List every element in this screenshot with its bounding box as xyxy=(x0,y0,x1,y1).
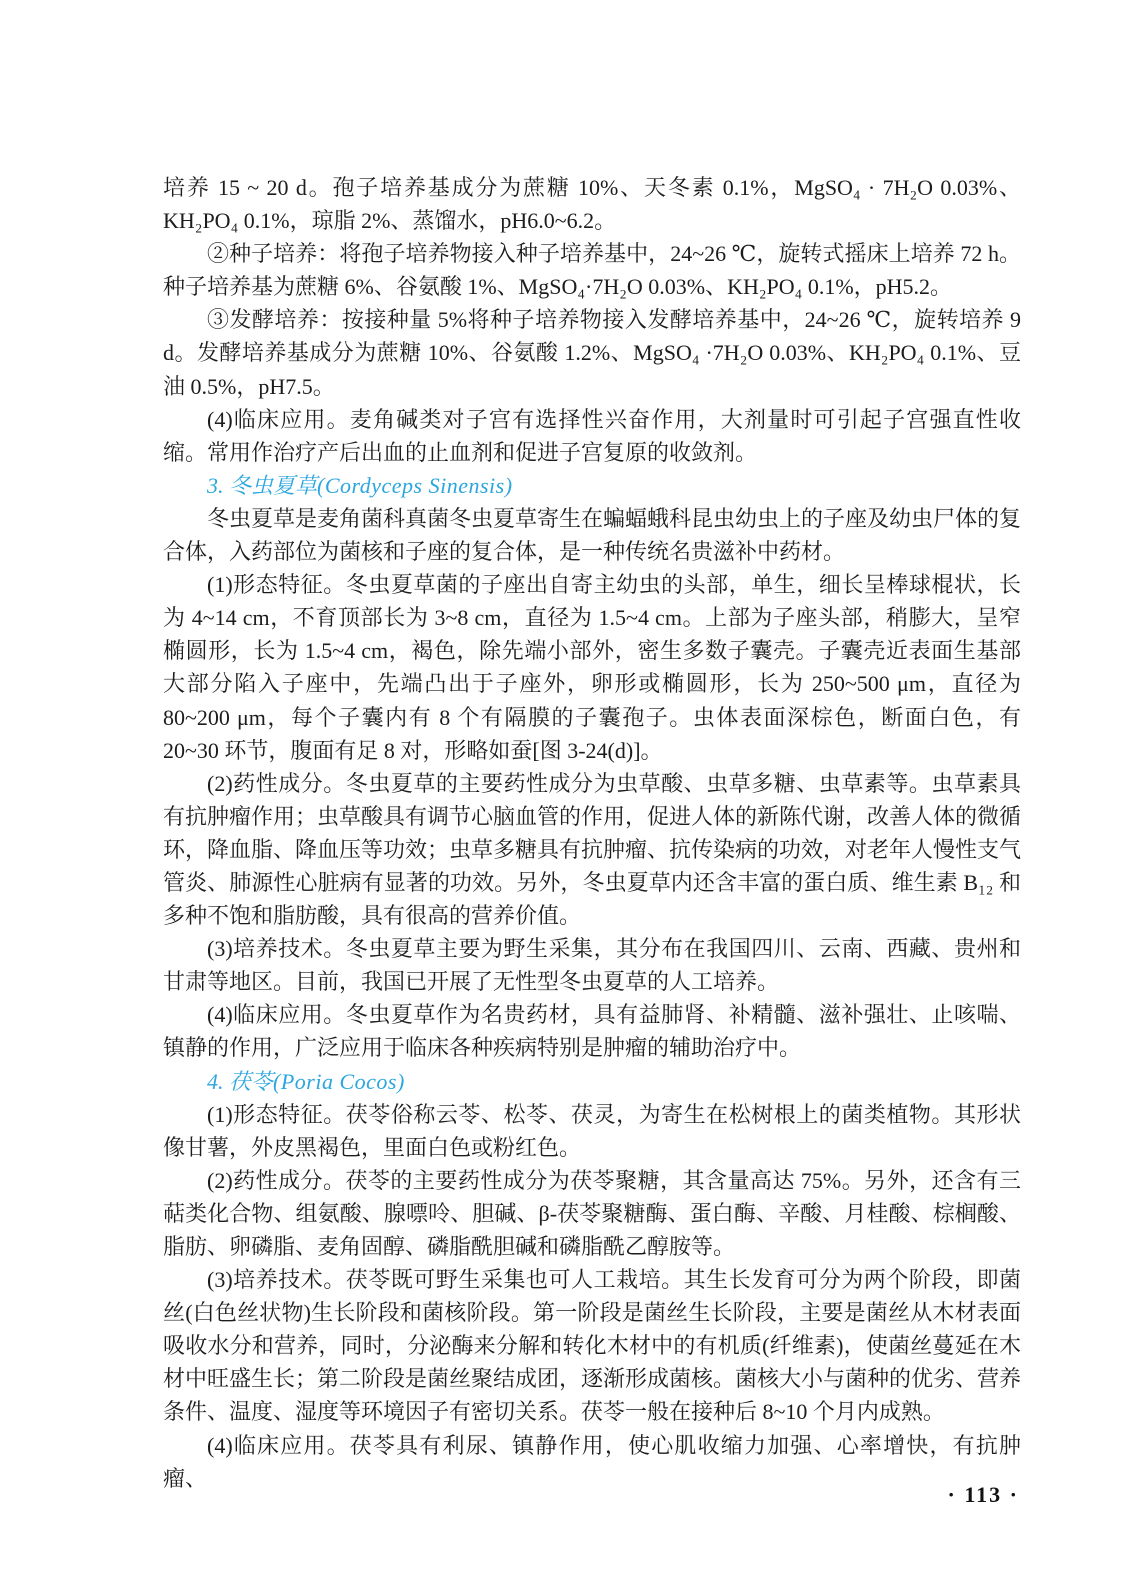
body-paragraph: (2)药性成分。冬虫夏草的主要药性成分为虫草酸、虫草多糖、虫草素等。虫草素具有抗肿瘤作用；虫草酸具有调节心脑血管的作用，促进人体的新陈代谢，改善人体的微循环，降血脂、降血压等功效；虫草多糖具有抗肿瘤、抗传染病的功效，对老年人慢性支气管炎、肺源性心脏病有显著的功效。另外，冬虫夏草内还含丰富的蛋白质、维生素 B₁₂ 和多种不饱和脂肪酸，具有很高的营养价值。 xyxy=(163,770,1022,929)
body-paragraph: 冬虫夏草是麦角菌科真菌冬虫夏草寄生在蝙蝠蛾科昆虫幼虫上的子座及幼虫尸体的复合体，入药部位为菌核和子座的复合体，是一种传统名贵滋补中药材。 xyxy=(163,505,1022,565)
body-paragraph: (3)培养技术。冬虫夏草主要为野生采集，其分布在我国四川、云南、西藏、贵州和甘肃等地区。目前，我国已开展了无性型冬虫夏草的人工培养。 xyxy=(163,936,1021,995)
body-paragraph: (1)形态特征。茯苓俗称云苓、松苓、茯灵，为寄生在松树根上的菌类植物。其形状像甘薯，外皮黑褐色，里面白色或粉红色。 xyxy=(163,1101,1021,1160)
heading-zh-text: 3. 冬虫夏草 xyxy=(207,472,318,498)
body-paragraph: 培养 15 ~ 20 d。孢子培养基成分为蔗糖 10%、天冬素 0.1%，MgSO₄ · 7H₂O 0.03%、KH₂PO₄ 0.1%，琼脂 2%、蒸馏水，pH6.0~6.2。 xyxy=(163,175,1021,234)
body-paragraph: (4)临床应用。麦角碱类对子宫有选择性兴奋作用，大剂量时可引起子宫强直性收缩。常用作治疗产后出血的止血剂和促进子宫复原的收敛剂。 xyxy=(163,406,1021,465)
body-paragraph: (4)临床应用。茯苓具有利尿、镇静作用，使心肌收缩力加强、心率增快，有抗肿瘤、 xyxy=(163,1432,1021,1491)
page-content xyxy=(163,171,1021,1495)
body-paragraph: (1)形态特征。冬虫夏草菌的子座出自寄主幼虫的头部，单生，细长呈棒球棍状，长为 4~14 cm，不育顶部长为 3~8 cm，直径为 1.5~4 cm。上部为子座头部，稍膨大，呈窄椭圆形，长为 1.5~4 cm，褐色，除先端小部外，密生多数子囊壳。子囊壳近表面生基部大部分陷入子座中，先端凸出于子座外，卵形或椭圆形，长为 250~500 μm，直径为 80~200 μm，每个子囊内有 8 个有隔膜的子囊孢子。虫体表面深棕色，断面白色，有 20~30 环节，腹面有足 8 对，形略如蚕[图 3-24(d)]。 xyxy=(163,572,1021,763)
body-paragraph: ②种子培养：将孢子培养物接入种子培养基中，24~26 ℃，旋转式摇床上培养 72 h。种子培养基为蔗糖 6%、谷氨酸 1%、MgSO₄·7H₂O 0.03%、KH₂PO₄ 0.1%，pH5.2。 xyxy=(163,241,1021,300)
body-paragraph: (4)临床应用。冬虫夏草作为名贵药材，具有益肺肾、补精髓、滋补强壮、止咳喘、镇静的作用，广泛应用于临床各种疾病特别是肿瘤的辅助治疗中。 xyxy=(163,1002,1021,1061)
body-paragraph: (2)药性成分。茯苓的主要药性成分为茯苓聚糖，其含量高达 75%。另外，还含有三萜类化合物、组氨酸、腺嘌呤、胆碱、β-茯苓聚糖酶、蛋白酶、辛酸、月桂酸、棕榈酸、脂肪、卵磷脂、麦角固醇、磷脂酰胆碱和磷脂酰乙醇胺等。 xyxy=(163,1167,1021,1259)
heading-latin-text: (Cordyceps Sinensis) xyxy=(317,472,513,498)
heading-zh-text: 4. 茯苓 xyxy=(207,1068,274,1094)
body-paragraph: (3)培养技术。茯苓既可野生采集也可人工栽培。其生长发育可分为两个阶段，即菌丝(白色丝状物)生长阶段和菌核阶段。第一阶段是菌丝生长阶段，主要是菌丝从木材表面吸收水分和营养，同时，分泌酶来分解和转化木材中的有机质(纤维素)，使菌丝蔓延在木材中旺盛生长；第二阶段是菌丝聚结成团，逐渐形成菌核。菌核大小与菌种的优劣、营养条件、温度、湿度等环境因子有密切关系。茯苓一般在接种后 8~10 个月内成熟。 xyxy=(163,1267,1022,1425)
section-heading-poria xyxy=(163,1065,1021,1098)
section-heading-cordyceps xyxy=(163,469,1021,502)
body-paragraph: ③发酵培养：按接种量 5%将种子培养物接入发酵培养基中，24~26 ℃，旋转培养 9 d。发酵培养基成分为蔗糖 10%、谷氨酸 1.2%、MgSO₄ ·7H₂O 0.03%、KH₂PO₄ 0.1%、豆油 0.5%，pH7.5。 xyxy=(163,307,1021,399)
heading-latin-text: (Poria Cocos) xyxy=(273,1068,405,1094)
page-number: · 113 · xyxy=(947,1482,1019,1507)
